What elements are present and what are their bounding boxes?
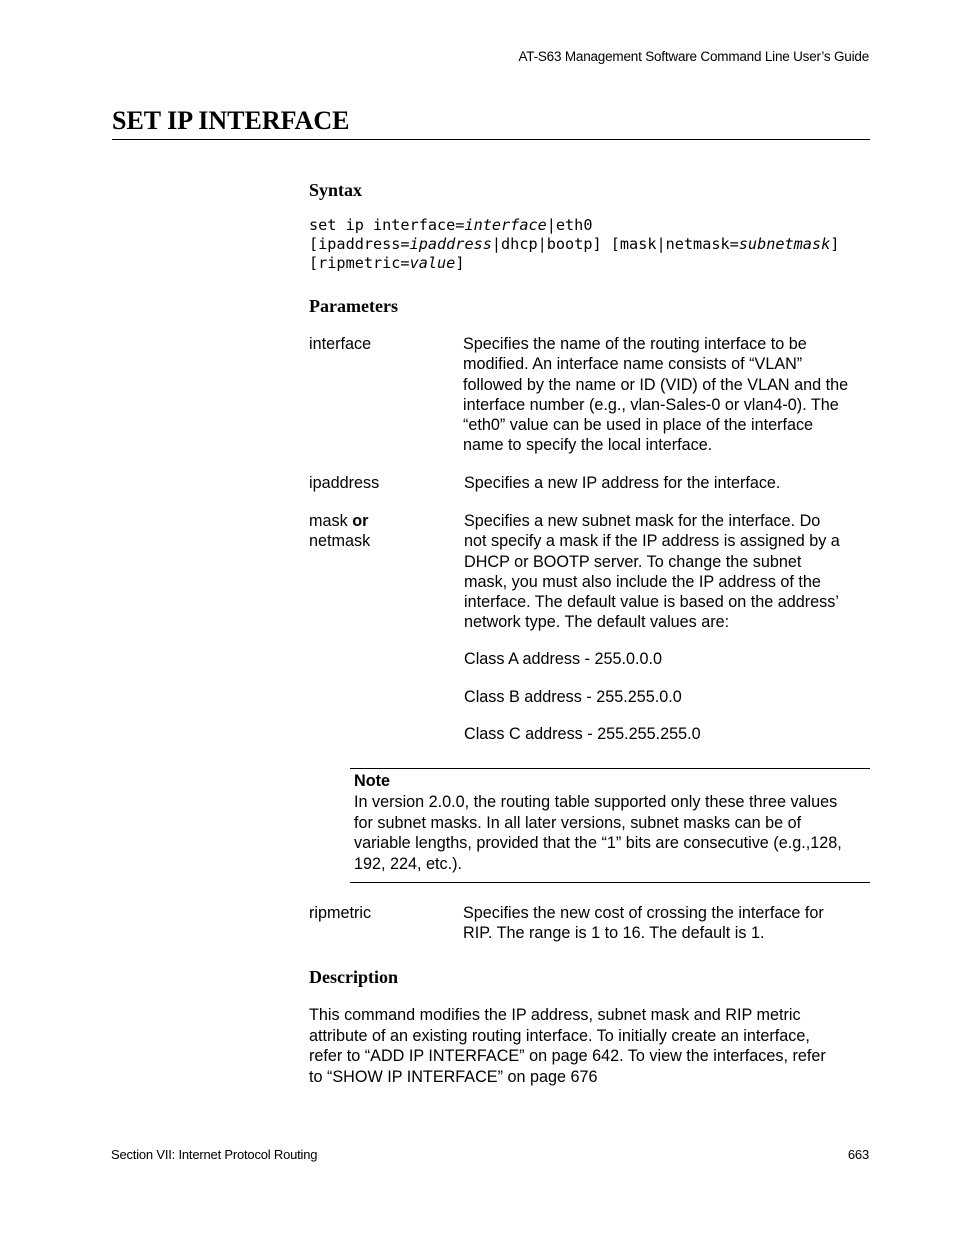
syntax-text: ]	[455, 254, 465, 272]
note-top-rule	[350, 768, 870, 769]
syntax-text: set ip interface=	[309, 216, 465, 234]
desc-line: mask, you must also include the IP address of the	[464, 572, 821, 591]
desc-line: to “SHOW IP INTERFACE” on page 676	[309, 1067, 598, 1086]
footer-section: Section VII: Internet Protocol Routing	[111, 1147, 318, 1162]
class-a-default: Class A address - 255.0.0.0	[464, 650, 662, 668]
desc-line: refer to “ADD IP INTERFACE” on page 642. To view the interfaces, refer	[309, 1047, 826, 1065]
syntax-text: [ipaddress=	[309, 235, 410, 253]
running-header: AT-S63 Management Software Command Line User’s Guide	[518, 49, 869, 64]
desc-line: not specify a mask if the IP address is assigned by a	[464, 532, 840, 551]
desc-line: Specifies a new subnet mask for the interface. Do	[464, 512, 821, 530]
desc-line: “eth0” value can be used in place of the interface	[463, 416, 814, 435]
note-line: for subnet masks. In all later versions, subnet masks can be of	[354, 813, 802, 832]
param-term-ripmetric: ripmetric	[309, 904, 372, 922]
desc-line: followed by the name or ID (VID) of the VLAN and the	[463, 375, 849, 394]
syntax-text: |eth0	[546, 216, 593, 234]
syntax-text: ]	[830, 235, 840, 253]
param-desc-ipaddress: Specifies a new IP address for the interface.	[464, 474, 781, 492]
desc-line: DHCP or BOOTP server. To change the subnet	[464, 552, 802, 571]
note-label: Note	[354, 772, 390, 790]
syntax-variable: ipaddress	[409, 235, 492, 253]
note-text	[354, 792, 870, 874]
note-line: In version 2.0.0, the routing table supported only these three values	[354, 793, 838, 811]
syntax-heading: Syntax	[309, 180, 363, 200]
syntax-text: |dhcp|bootp] [mask|netmask=	[491, 235, 739, 253]
class-c-default: Class C address - 255.255.255.0	[464, 725, 701, 743]
param-term-ipaddress: ipaddress	[309, 474, 380, 492]
param-term-mask	[309, 511, 370, 552]
page-title: SET IP INTERFACE	[112, 106, 350, 135]
description-text	[309, 1005, 869, 1087]
desc-line: RIP. The range is 1 to 16. The default is 1.	[463, 924, 765, 943]
term-text: mask	[309, 512, 353, 530]
desc-line: network type. The default values are:	[464, 613, 730, 632]
desc-line: Specifies the name of the routing interface to be	[463, 335, 807, 353]
desc-line: Specifies the new cost of crossing the interface for	[463, 904, 824, 922]
param-desc-interface	[463, 334, 873, 456]
desc-line: modified. An interface name consists of “VLAN”	[463, 355, 803, 374]
footer-page-number: 663	[847, 1147, 869, 1162]
term-or: or	[352, 512, 369, 530]
desc-line: interface. The default value is based on the address’	[464, 593, 839, 612]
desc-line: name to specify the local interface.	[463, 436, 713, 455]
syntax-variable: subnetmask	[738, 235, 831, 253]
note-line: variable lengths, provided that the “1” bits are consecutive (e.g.,128,	[354, 834, 842, 852]
desc-line: attribute of an existing routing interface. To initially create an interface,	[309, 1026, 810, 1045]
param-desc-ripmetric	[463, 903, 873, 944]
desc-line: This command modifies the IP address, subnet mask and RIP metric	[309, 1006, 801, 1024]
parameters-heading: Parameters	[309, 296, 398, 316]
description-heading: Description	[309, 967, 398, 987]
syntax-text: [ripmetric=	[309, 254, 410, 272]
note-bottom-rule	[350, 882, 870, 883]
param-term-interface: interface	[309, 335, 372, 353]
title-divider	[112, 139, 870, 140]
note-line: 192, 224, etc.).	[354, 854, 462, 873]
syntax-variable: interface	[464, 216, 547, 234]
class-b-default: Class B address - 255.255.0.0	[464, 688, 682, 706]
term-text: netmask	[309, 532, 371, 551]
param-desc-mask	[464, 511, 874, 633]
syntax-variable: value	[409, 254, 456, 272]
desc-line: interface number (e.g., vlan-Sales-0 or vlan4-0). The	[463, 395, 839, 414]
syntax-block	[309, 216, 839, 273]
